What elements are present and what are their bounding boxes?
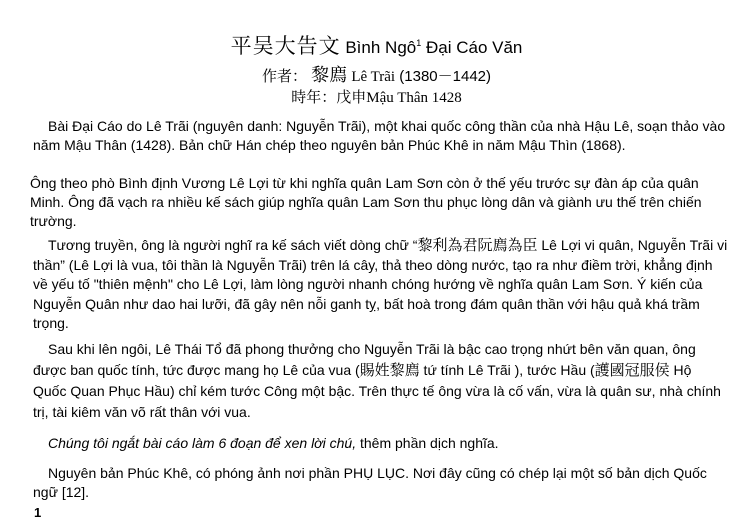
document-title — [0, 30, 753, 60]
author-years: (1380－1442) — [399, 68, 492, 85]
paragraph-note — [33, 434, 728, 453]
honors-text-b: tứ tính Lê Trãi ), tước Hầu ( — [419, 362, 595, 378]
legend-text-a: Tương truyền, ông là người nghĩ ra kế sách viết dòng chữ “ — [48, 237, 418, 253]
title-viet: Bình Ngô — [345, 38, 417, 57]
paragraph-career — [30, 174, 728, 231]
year-han: 戊申 — [336, 88, 367, 106]
note-rest: thêm phần dịch nghĩa. — [356, 435, 499, 451]
year-label: 時年： — [291, 88, 337, 106]
honors-han-2: 護國冠服侯 — [594, 361, 670, 379]
page-number: 1 — [34, 505, 42, 520]
paragraph-source-text: Nguyên bản Phúc Khê, có phóng ảnh nơi phần PHỤ LỤC. Nơi đây cũng có chép lại một số bản dịch Quốc ngữ [12]. — [33, 465, 707, 500]
note-italic: Chúng tôi ngắt bài cáo làm 6 đoạn để xen lời chú, — [48, 435, 357, 451]
paragraph-source — [33, 464, 728, 502]
paragraph-intro — [33, 117, 728, 155]
paragraph-honors — [33, 339, 728, 423]
honors-text-c: Hộ Quốc Quan Phục Hầu) chỉ kém tước Công một bậc. Trên thực tế ông vừa là cố vấn, vừa là quân sư, nhà chính trị, tài kiêm văn võ rất thân với vua. — [33, 362, 721, 420]
paragraph-legend — [33, 236, 728, 334]
legend-text-b: Lê Lợi vi quân, Nguyễn Trãi vi thần” (Lê Lợi là vua, tôi thần là Nguyễn Trãi) trên lá cây, thả theo dòng nước, tạo ra như điềm trời, khẳng định về yếu tố "thiên mệnh" cho Lê Lợi, làm lòng người nhanh chóng hướng về nghĩa quân Lam Sơn. Ý kiến của Nguyễn Quân như dao hai lưỡi, đã gây nên nỗi ganh tỵ, bất hoà trong đám quân thần với hậu quả khá trầm trọng. — [33, 237, 728, 331]
paragraph-career-text: Ông theo phò Bình định Vương Lê Lợi từ khi nghĩa quân Lam Sơn còn ở thế yếu trước sự đàn áp của quân Minh. Ông đã vạch ra nhiều kế sách giúp nghĩa quân Lam Sơn thu phục lòng dân và giành ưu thế trên chiến trường. — [30, 175, 702, 229]
paragraph-intro-text: Bài Đại Cáo do Lê Trãi (nguyên danh: Nguyễn Trãi), một khai quốc công thần của nhà Hậu Lê, soạn thảo vào năm Mậu Thân (1428). Bản chữ Hán chép theo nguyên bản Phúc Khê in năm Mậu Thìn (1868). — [33, 118, 726, 153]
author-label: 作者： — [261, 67, 307, 85]
honors-text-a: Sau khi lên ngôi, Lê Thái Tổ đã phong thưởng cho Nguyễn Trãi là bậc cao trọng nhứt bên văn quan, ông được ban quốc tính, tức được mang họ Lê của vua ( — [33, 341, 696, 378]
legend-han: 黎利為君阮廌為臣 — [417, 236, 538, 254]
footnote-ref[interactable]: 1 — [416, 38, 422, 48]
year-viet: Mậu Thân 1428 — [366, 90, 462, 106]
honors-han-1: 賜姓黎廌 — [359, 361, 420, 379]
author-line — [0, 61, 753, 87]
title-viet-2: Đại Cáo Văn — [425, 38, 523, 57]
author-han: 黎廌 — [311, 65, 348, 86]
title-han: 平吴大告文 — [230, 34, 341, 58]
author-viet: Lê Trãi — [351, 69, 396, 85]
year-line — [0, 86, 753, 107]
